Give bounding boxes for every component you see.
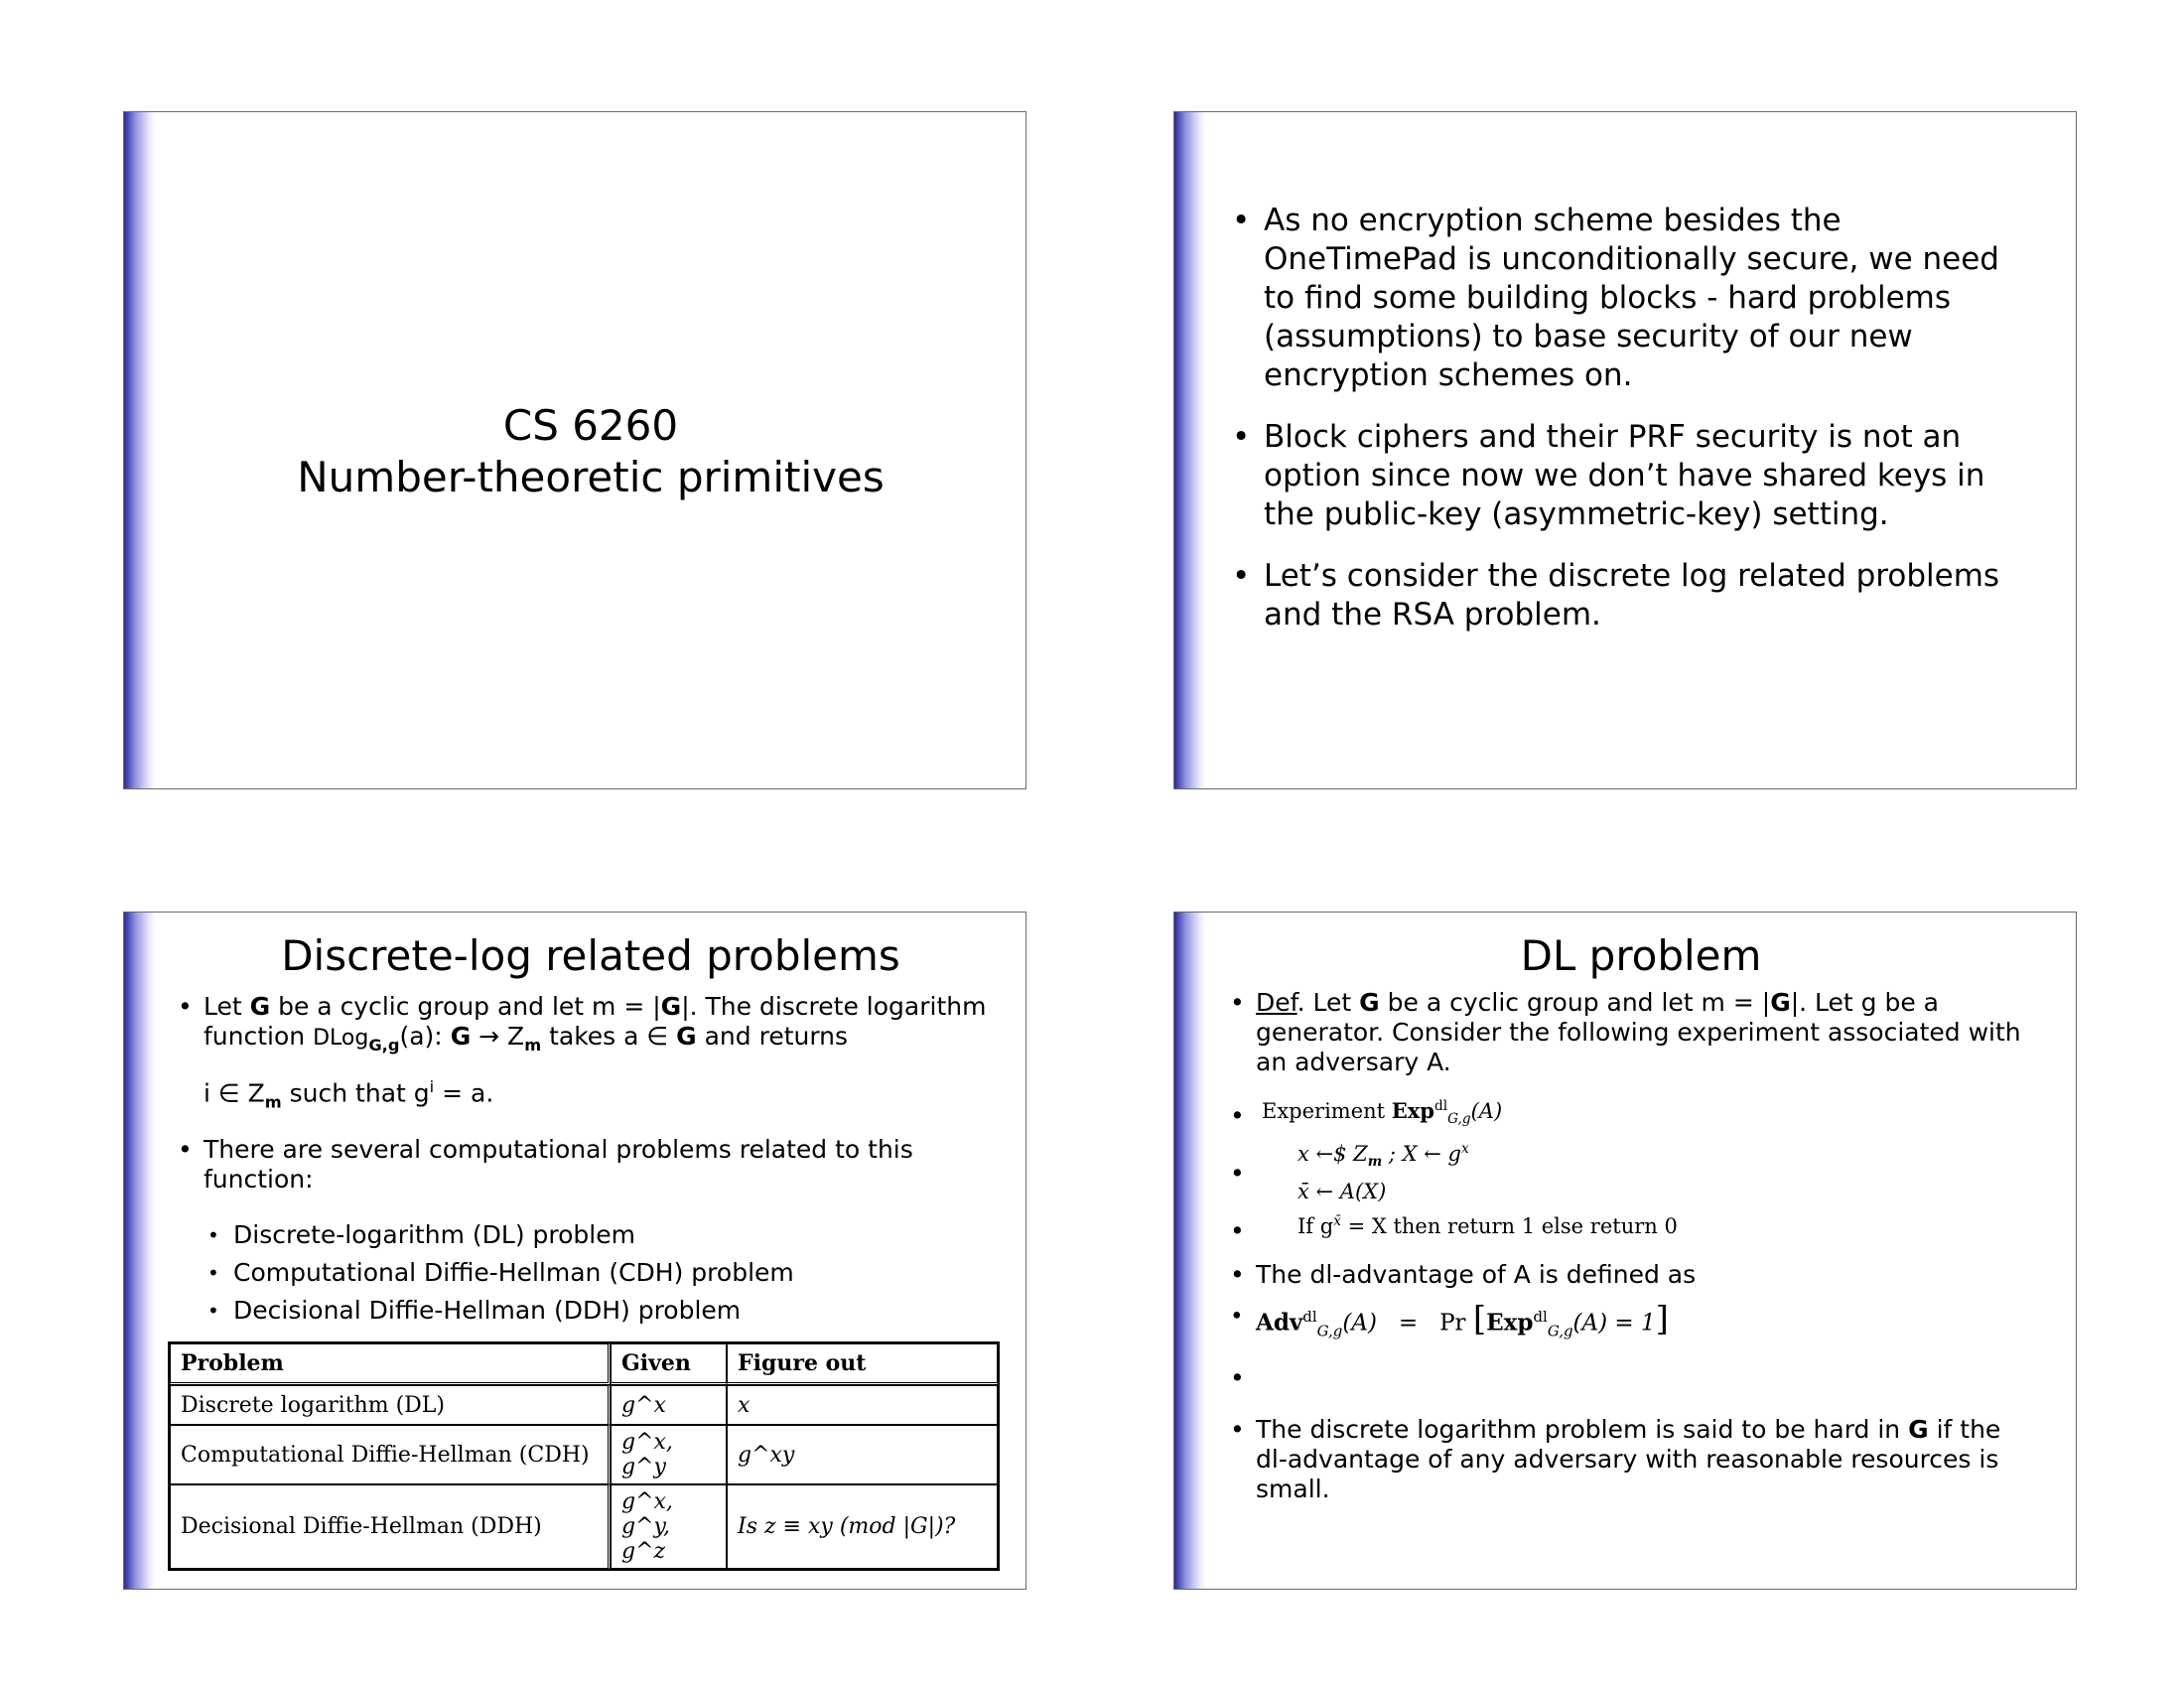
bullet-dot: • [1230, 1159, 1245, 1188]
slide-title-card [123, 111, 1026, 789]
slide-discrete-log-problems [123, 912, 1026, 1590]
hardness-bullet [1226, 1415, 2040, 1504]
bullet-computational-problems: • There are several computational problems related to this function: [174, 1135, 990, 1195]
experiment-step-check: If $g^{x̄} = X$ then return 1 else return 0 [1297, 1213, 1678, 1239]
slide-accent-stripe [1174, 112, 1206, 788]
subbullet-dl: • Discrete-logarithm (DL) problem [204, 1220, 990, 1250]
subbullet-cdh: • Computational Diffie-Hellman (CDH) problem [204, 1258, 990, 1288]
bullet-dot: • [1230, 1363, 1245, 1392]
bullet-definition: • Def. Let G be a cyclic group and let m = |G|. Let g be a generator. Consider the following experiment associated with an adversary A. [1226, 988, 2040, 1077]
table-row [170, 1385, 998, 1425]
slide-heading: DL problem [1520, 931, 1762, 980]
table-row [170, 1425, 998, 1484]
definition-bullet [1226, 988, 2040, 1077]
experiment-step-sample: x ←$ $Z_m$ ; X ← $g^x$ [1297, 1141, 1469, 1171]
slide-accent-stripe [124, 112, 156, 788]
table-row [170, 1484, 998, 1569]
bullet-item: • Let’s consider the discrete log related problems and the RSA problem. [1226, 557, 2036, 634]
header-problem: Problem [170, 1343, 611, 1385]
cell-problem: Discrete logarithm (DL) [170, 1385, 611, 1425]
slide-motivation [1173, 111, 2077, 789]
cell-given: g^x, g^y, g^z [611, 1484, 727, 1569]
advantage-bullets [1226, 1260, 2040, 1345]
lecture-title: Number-theoretic primitives [297, 453, 885, 501]
problems-table [168, 1341, 1000, 1571]
motivation-bullets [1226, 202, 2036, 657]
cell-given: g^x, g^y [611, 1425, 727, 1484]
cell-problem: Decisional Diffie-Hellman (DDH) [170, 1484, 611, 1569]
bullet-advantage-formula: • Adv$^{dl}_{G,g}$(A) = Pr [Exp$^{dl}_{G,g}$(A) = 1] [1226, 1302, 2040, 1345]
experiment-header: Experiment Exp$^{dl}_{G,g}$(A) [1262, 1098, 1503, 1128]
cell-figure-out: x [727, 1385, 998, 1425]
course-code: CS 6260 [502, 401, 679, 450]
slide-accent-stripe [1174, 913, 1206, 1589]
bullet-hardness: • The discrete logarithm problem is said to be hard in G if the dl-advantage of any adversary with reasonable resources is small. [1226, 1415, 2040, 1504]
bullet-item: • Block ciphers and their PRF security is not an option since now we don’t have shared keys in the public-key (asymmetric-key) setting. [1226, 418, 2036, 534]
dlog-bullets [174, 992, 990, 1212]
experiment-step-adversary: x̄ ← A(X) [1297, 1180, 1387, 1204]
cell-problem: Computational Diffie-Hellman (CDH) [170, 1425, 611, 1484]
header-given: Given [611, 1343, 727, 1385]
table-header-row [170, 1343, 998, 1385]
problem-subbullets [204, 1220, 990, 1326]
bullet-dot: • [1230, 1101, 1245, 1130]
cell-figure-out: g^xy [727, 1425, 998, 1484]
bullet-advantage-text: • The dl-advantage of A is defined as [1226, 1260, 2040, 1290]
slide-dl-problem [1173, 912, 2077, 1590]
header-figure-out: Figure out [727, 1343, 998, 1385]
bullet-dot: • [1230, 1216, 1245, 1245]
slide-heading: Discrete-log related problems [281, 931, 900, 980]
bullet-item: • As no encryption scheme besides the OneTimePad is unconditionally secure, we need to find some building blocks - hard problems (assumptions) to base security of our new encryption schemes on. [1226, 202, 2036, 395]
cell-given: g^x [611, 1385, 727, 1425]
course-title [156, 400, 1025, 503]
slide-accent-stripe [124, 913, 156, 1589]
subbullet-ddh: • Decisional Diffie-Hellman (DDH) problem [204, 1296, 990, 1326]
experiment-block [1262, 1091, 1678, 1241]
cell-figure-out: Is z ≡ xy (mod |G|)? [727, 1484, 998, 1569]
bullet-dlog-definition: • Let G be a cyclic group and let m = |G|. The discrete logarithm function DLog$_{G,g}$(a): $G \to Z_m$ takes a ∈ G and returns i ∈ $Z_m$ such that $g^i = a$. [174, 992, 990, 1117]
